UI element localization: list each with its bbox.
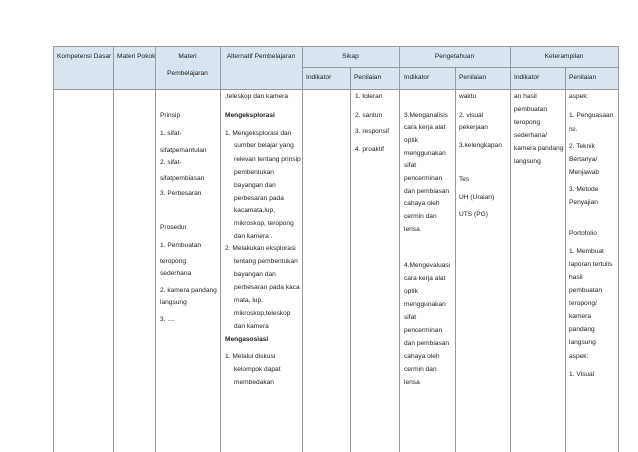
pengetahuan-indikator-line: dan pembiasan <box>404 340 450 347</box>
keterampilan-penilaian-line: kamera <box>569 313 591 320</box>
column-divider <box>53 46 54 452</box>
pengetahuan-indikator-line: pencerminan <box>404 175 443 182</box>
sikap-penilaian-item: 3. responsif <box>355 128 390 135</box>
table-top-border <box>53 46 619 47</box>
materi-line: 2. sifat- <box>160 159 182 166</box>
alternatif-line: kelompok dapat <box>234 366 281 373</box>
pengetahuan-indikator-line: cermin dan <box>404 366 437 373</box>
keterampilan-penilaian-line: 3. Metode <box>569 186 599 193</box>
pengetahuan-indikator-line: cermin dan <box>404 213 437 220</box>
keterampilan-penilaian-line: langsung <box>569 339 596 346</box>
header-pembelajaran: Pembelajaran <box>167 70 208 77</box>
column-divider <box>510 46 511 452</box>
keterampilan-penilaian-line: Isi. <box>569 126 578 133</box>
keterampilan-penilaian-line: pembuatan <box>569 287 602 294</box>
pengetahuan-indikator-line: pencerminan <box>404 327 443 334</box>
keterampilan-penilaian-line: Bertanya/ <box>569 156 598 163</box>
header-pengetahuan: Pengetahuan <box>434 53 475 60</box>
alternatif-line: bayangan dan <box>234 271 276 278</box>
column-divider <box>220 46 221 452</box>
pengetahuan-indikator-line: optik <box>404 288 418 295</box>
column-divider <box>455 67 456 452</box>
materi-line: Prinsip <box>160 112 181 119</box>
materi-line: 1. Pembuatan <box>160 242 202 249</box>
sikap-penilaian-item: 2. santun <box>355 112 383 119</box>
materi-line: sederhana <box>160 270 192 277</box>
header-materi: Materi <box>178 53 197 60</box>
header-bottom-border <box>53 89 619 90</box>
keterampilan-penilaian-line: aspek: <box>569 353 589 360</box>
pengetahuan-indikator-line: dan pembiasan <box>404 188 450 195</box>
materi-line: 2. kamera pandang <box>160 287 217 294</box>
header-materi-pokok: Materi Pokok <box>117 53 156 60</box>
pengetahuan-indikator-line: cahaya oleh <box>404 200 440 207</box>
alternatif-line: perbesaran pada kaca <box>234 284 300 291</box>
keterampilan-indikator-line: teropong <box>514 119 541 126</box>
pengetahuan-penilaian-line: waktu <box>459 93 477 100</box>
sikap-penilaian-item: 1. toleran <box>355 93 383 100</box>
alternatif-line: bayangan dan <box>234 182 276 189</box>
alternatif-line: dan kamera <box>234 323 269 330</box>
alternatif-line: membedakan <box>234 379 274 386</box>
keterampilan-indikator-line: pembuatan <box>514 106 547 113</box>
column-divider <box>155 46 156 452</box>
keterampilan-penilaian-line: aspek: <box>569 93 589 100</box>
pengetahuan-penilaian-line: pekerjaan <box>459 124 488 131</box>
alternatif-heading: Mengeksplorasi <box>225 112 275 119</box>
keterampilan-penilaian-line: Menjawab <box>569 169 600 176</box>
alternatif-line: relevan tentang prinsip <box>234 156 301 163</box>
pengetahuan-indikator-line: menggunakan <box>404 301 446 308</box>
subheader-penilaian: Penilaian <box>459 74 487 81</box>
pengetahuan-indikator-line: lensa <box>404 379 420 386</box>
pengetahuan-indikator-line: sifat <box>404 162 417 169</box>
keterampilan-indikator-line: kamera pandang <box>514 145 564 152</box>
alternatif-line: perbesaran pada <box>234 195 284 202</box>
keterampilan-indikator-line: langsung <box>514 158 541 165</box>
materi-line: langsung <box>160 299 187 306</box>
subheader-indikator: Indikator <box>404 74 430 81</box>
pengetahuan-indikator-line: menggunakan <box>404 150 446 157</box>
materi-line: 3. Perbesaran <box>160 190 202 197</box>
header-sikap: Sikap <box>342 53 359 60</box>
keterampilan-penilaian-line: hasil <box>569 274 583 281</box>
pengetahuan-penilaian-line: UTS (PG) <box>459 211 488 218</box>
alternatif-line: mikroskop,teleskop <box>234 310 291 317</box>
materi-line: sifatpembiasan <box>160 175 205 182</box>
keterampilan-penilaian-line: Penyajian <box>569 199 598 206</box>
pengetahuan-penilaian-line: Tes <box>459 176 470 183</box>
keterampilan-penilaian-line: Portofolio <box>569 230 597 237</box>
keterampilan-penilaian-line: 1. Visual <box>569 371 595 378</box>
materi-line: Prosedur <box>160 224 187 231</box>
column-divider <box>302 46 303 452</box>
alternatif-line: tentang pembentukan <box>234 258 298 265</box>
sikap-penilaian-item: 4. proaktif <box>355 146 384 153</box>
keterampilan-indikator-line: sederhana/ <box>514 132 547 139</box>
alternatif-line: mikroskop, teropong <box>234 220 294 227</box>
column-divider <box>565 67 566 452</box>
alternatif-line: 1. Mengeksplorasi dari <box>225 130 292 137</box>
alternatif-line: dan kamera . <box>234 233 273 240</box>
keterampilan-penilaian-line: 2. Teknik <box>569 143 595 150</box>
pengetahuan-indikator-line: lensa <box>404 226 420 233</box>
column-divider <box>618 46 619 452</box>
keterampilan-penilaian-line: 1. Penguasaan <box>569 112 614 119</box>
pengetahuan-indikator-line: cahaya oleh <box>404 353 440 360</box>
materi-line: sifatpemantulan <box>160 147 207 154</box>
keterampilan-penilaian-line: pandang <box>569 326 595 333</box>
keterampilan-penilaian-line: laporan tertulis <box>569 261 613 268</box>
column-divider <box>350 67 351 452</box>
pengetahuan-indikator-line: sifat <box>404 314 417 321</box>
alternatif-line: 2. Melakukan eksplorasi <box>225 245 296 252</box>
alternatif-line: pembentukan <box>234 169 274 176</box>
pengetahuan-indikator-line: 4.Mengevaluasi <box>404 262 451 269</box>
materi-line: 1. sifat- <box>160 130 182 137</box>
subheader-penilaian: Penilaian <box>569 74 597 81</box>
pengetahuan-indikator-line: 3.Menganalisis <box>404 112 448 119</box>
header-alternatif-pembelajaran: Alternatif Pembelajaran <box>226 53 296 60</box>
pengetahuan-penilaian-line: 3.kelengkapan <box>459 142 502 149</box>
materi-line: teropong <box>160 258 187 265</box>
subheader-penilaian: Penilaian <box>354 74 382 81</box>
keterampilan-penilaian-line: 1. Membuat <box>569 248 604 255</box>
keterampilan-indikator-line: an hasil <box>514 93 537 100</box>
alternatif-line: 1. Melalui diskusi <box>225 353 276 360</box>
materi-line: 3. .... <box>160 316 175 323</box>
pengetahuan-indikator-line: optik <box>404 137 418 144</box>
alternatif-heading: Mengasosiasi <box>225 336 269 343</box>
alternatif-line: mata, lup, <box>234 297 263 304</box>
column-divider <box>113 46 114 452</box>
pengetahuan-penilaian-line: UH (Uraian) <box>459 194 495 201</box>
header-keterampilan: Keterampilan <box>544 53 584 60</box>
header-kompetensi-dasar: Kompetensi Dasar <box>57 53 112 60</box>
pengetahuan-indikator-line: cara kerja alat <box>404 275 446 282</box>
alternatif-line: kacamata,lup, <box>234 207 276 214</box>
pengetahuan-penilaian-line: 2. visual <box>459 112 484 119</box>
alternatif-line: ,teleskop dan kamera <box>225 93 289 100</box>
column-divider <box>399 46 400 452</box>
keterampilan-penilaian-line: teropong/ <box>569 300 597 307</box>
pengetahuan-indikator-line: cara kerja alat <box>404 124 446 131</box>
alternatif-line: sumber belajar yang <box>234 142 294 149</box>
subheader-indikator: Indikator <box>514 74 540 81</box>
subheader-indikator: Indikator <box>306 74 332 81</box>
